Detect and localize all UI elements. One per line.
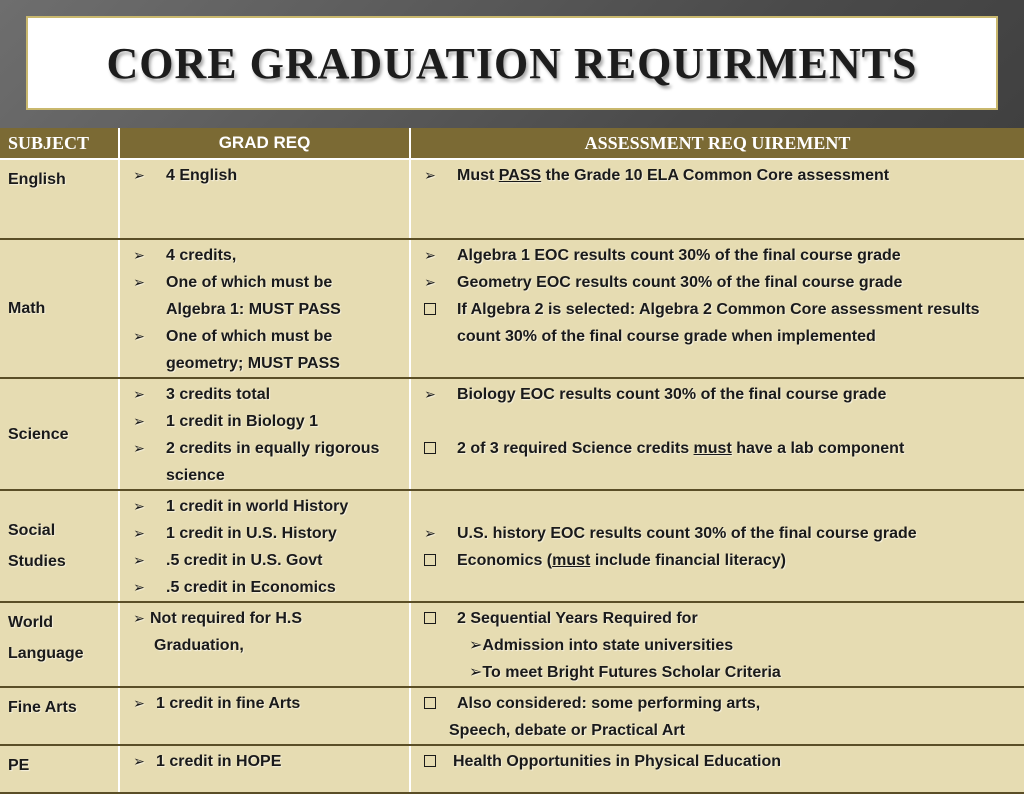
assess-cell-pe (410, 745, 1024, 793)
page-title: CORE GRADUATION REQUIRMENTS (106, 38, 918, 88)
arrow-bullet-icon: ➢ (133, 610, 145, 626)
list-item: ➢ One of which must be (120, 323, 405, 350)
subject-english (0, 159, 119, 239)
list-item: ➢ 2 credits in equally rigorous (120, 435, 405, 462)
square-bullet-icon (421, 605, 439, 633)
subject-world-language (0, 602, 119, 687)
list-item: ➢ Geometry EOC results count 30% of the final course grade (411, 269, 1020, 296)
table-row-science (0, 378, 1024, 490)
header-grad-req: GRAD REQ (119, 128, 410, 159)
subject-label: Science (8, 425, 69, 443)
list-item: Also considered: some performing arts, (411, 690, 1020, 717)
title-box (26, 16, 998, 110)
list-item: ➢ 4 English (120, 162, 405, 189)
list-item: ➢ 4 credits, (120, 242, 405, 269)
subject-label: Studies (8, 553, 66, 570)
grad-cell-math (119, 239, 410, 378)
list-item: ➢ 1 credit in HOPE (120, 748, 405, 775)
assess-cell-math (410, 239, 1024, 378)
assess-cell-fine-arts (410, 687, 1024, 745)
square-bullet-icon (421, 690, 439, 718)
arrow-bullet-icon: ➢ (133, 552, 145, 568)
square-bullet-icon (421, 547, 439, 575)
square-bullet-icon (421, 748, 439, 776)
list-item: ➢ Must PASS the Grade 10 ELA Common Core assessment (411, 162, 1020, 189)
list-item-continuation: science (166, 467, 225, 484)
list-item: 2 Sequential Years Required for (411, 605, 1020, 632)
square-bullet-icon (421, 435, 439, 463)
arrow-bullet-icon: ➢ (424, 386, 436, 402)
grad-cell-science (119, 378, 410, 490)
list-item: If Algebra 2 is selected: Algebra 2 Common Core assessment results (411, 296, 1020, 323)
list-item-continuation: Graduation, (154, 637, 244, 654)
table-row-math (0, 239, 1024, 378)
assess-cell-social-studies (410, 490, 1024, 602)
grad-cell-social-studies (119, 490, 410, 602)
list-item: ➢ .5 credit in Economics (120, 574, 405, 601)
list-item: Economics (must include financial literacy) (411, 547, 1020, 574)
list-item: ➢ 1 credit in U.S. History (120, 520, 405, 547)
subject-label: Math (8, 300, 46, 317)
subject-math (0, 239, 119, 378)
list-item: ➢ .5 credit in U.S. Govt (120, 547, 405, 574)
list-item: ➢ Not required for H.S (120, 605, 405, 632)
header-assessment: ASSESSMENT REQ UIREMENT (410, 128, 1024, 159)
arrow-bullet-icon: ➢ (133, 498, 145, 514)
list-item: ➢ 3 credits total (120, 381, 405, 408)
list-item: Health Opportunities in Physical Education (411, 748, 1020, 775)
list-item: ➢ 1 credit in world History (120, 493, 405, 520)
arrow-bullet-icon: ➢ (424, 274, 436, 290)
arrow-bullet-icon: ➢ (133, 386, 145, 402)
assess-cell-world-language (410, 602, 1024, 687)
arrow-bullet-icon: ➢ (133, 413, 145, 429)
list-subitem: ➢Admission into state universities (469, 637, 734, 654)
arrow-bullet-icon: ➢ (424, 167, 436, 183)
list-item: ➢ Biology EOC results count 30% of the final course grade (411, 381, 1020, 408)
subject-science (0, 378, 119, 490)
subject-label: Fine Arts (8, 699, 77, 716)
table-row-english (0, 159, 1024, 239)
list-item: ➢ 1 credit in fine Arts (120, 690, 405, 717)
arrow-bullet-icon: ➢ (424, 525, 436, 541)
grad-cell-english (119, 159, 410, 239)
subject-social-studies (0, 490, 119, 602)
list-item: ➢ U.S. history EOC results count 30% of the final course grade (411, 520, 1020, 547)
subject-label: Language (8, 645, 84, 662)
list-item: ➢ 1 credit in Biology 1 (120, 408, 405, 435)
arrow-bullet-icon: ➢ (469, 637, 483, 654)
arrow-bullet-icon: ➢ (133, 167, 145, 183)
arrow-bullet-icon: ➢ (424, 247, 436, 263)
list-item-continuation: geometry; MUST PASS (166, 355, 340, 372)
subject-pe (0, 745, 119, 793)
table-row-social-studies (0, 490, 1024, 602)
table-header-row (0, 128, 1024, 159)
subject-fine-arts (0, 687, 119, 745)
list-item-continuation: Algebra 1: MUST PASS (166, 301, 341, 318)
list-subitem: ➢To meet Bright Futures Scholar Criteria (469, 664, 781, 681)
arrow-bullet-icon: ➢ (133, 440, 145, 456)
list-item: ➢ One of which must be (120, 269, 405, 296)
assess-cell-science (410, 378, 1024, 490)
grad-cell-pe (119, 745, 410, 793)
subject-label: PE (8, 757, 30, 774)
assess-cell-english (410, 159, 1024, 239)
arrow-bullet-icon: ➢ (133, 695, 145, 711)
list-item: ➢ Algebra 1 EOC results count 30% of the final course grade (411, 242, 1020, 269)
grad-cell-world-language (119, 602, 410, 687)
subject-label: World (8, 614, 54, 631)
subject-label: English (8, 171, 66, 188)
arrow-bullet-icon: ➢ (133, 247, 145, 263)
arrow-bullet-icon: ➢ (133, 579, 145, 595)
grad-cell-fine-arts (119, 687, 410, 745)
requirements-table (0, 128, 1024, 794)
arrow-bullet-icon: ➢ (469, 664, 483, 681)
square-bullet-icon (421, 296, 439, 324)
arrow-bullet-icon: ➢ (133, 274, 145, 290)
header-subject: SUBJECT (0, 128, 119, 159)
table-row-fine-arts (0, 687, 1024, 745)
table-row-world-language (0, 602, 1024, 687)
arrow-bullet-icon: ➢ (133, 753, 145, 769)
subject-label: Social (8, 522, 56, 539)
list-item-continuation: count 30% of the final course grade when implemented (457, 328, 876, 345)
arrow-bullet-icon: ➢ (133, 328, 145, 344)
list-item-continuation: Speech, debate or Practical Art (449, 722, 685, 739)
list-item: 2 of 3 required Science credits must have a lab component (411, 435, 1020, 462)
arrow-bullet-icon: ➢ (133, 525, 145, 541)
table-row-pe (0, 745, 1024, 793)
